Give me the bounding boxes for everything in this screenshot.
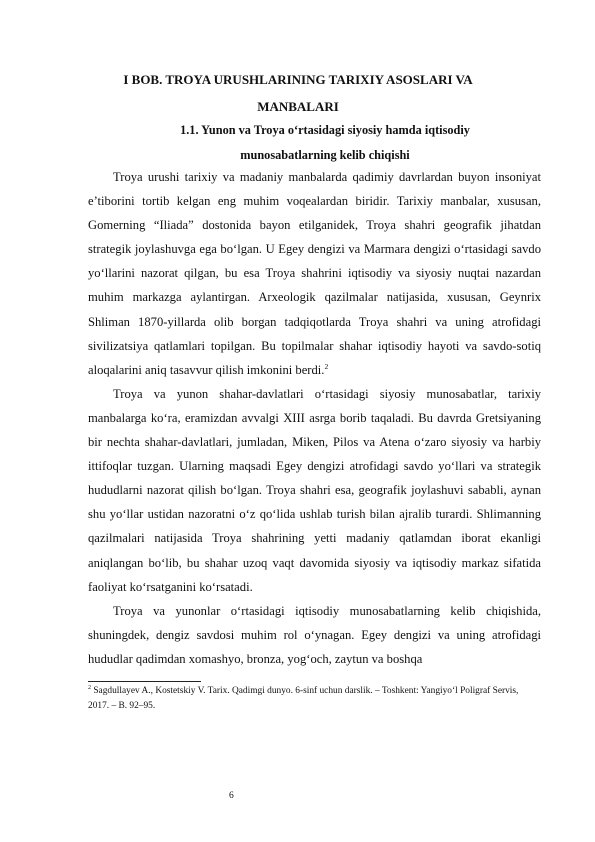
paragraph-text: Troya va yunonlar o‘rtasidagi iqtisodiy munosabatlarning kelib chiqishida, shuningdek, dengiz savdosi muhim rol o‘ynagan. Egey dengizi va uning atrofidagi hududlar qadimdan xomashyo, bronza, yog‘och, zaytun va boshqa xyxy=(88,603,541,666)
page-number: 6 xyxy=(229,791,234,801)
footnote-number: 2 xyxy=(88,684,91,691)
paragraph xyxy=(88,382,541,599)
paragraph xyxy=(88,165,541,382)
section-title: 1.1. Yunon va Troya o‘rtasidagi siyosiy hamda iqtisodiy munosabatlarning kelib chiqishi xyxy=(180,123,470,162)
footnote-reference[interactable]: 2 xyxy=(324,361,329,371)
paragraph-text: Troya va yunon shahar-davlatlari o‘rtasidagi siyosiy munosabatlar, tarixiy manbalarga ko‘ra, eramizdan avvalgi XIII asrga borib taqaladi. Bu davrda Gretsiyaning bir nechta shahar-davlatlari, jumladan, Miken, Pilos va Atena o‘zaro siyosiy va harbiy ittifoqlar tuzgan. Ularning maqsadi Egey dengizi atrofidagi savdo yo‘llari va strategik hududlarni nazorat qilish bo‘lgan. Troya shahri esa, geografik joylashuvi sababli, aynan shu yo‘llar ustidan nazoratni o‘z qo‘lida ushlab turish bilan ajralib turardi. Shlimanning qazilmalari natijasida Troya shahrining yetti madaniy qatlamdan iborat ekanligi aniqlangan bo‘lib, bu shahar uzoq vaqt davomida siyosiy va iqtisodiy markaz sifatida faoliyat ko‘rsatganini ko‘rsatadi. xyxy=(88,386,541,594)
footnote-text: Sagdullayev A., Kostetskiy V. Tarix. Qadimgi dunyo. 6-sinf uchun darslik. – Toshkent: Yangiyo‘l Poligraf Servis, 2017. – B. 92–95. xyxy=(88,686,519,711)
paragraph xyxy=(88,599,541,671)
footnote xyxy=(88,684,538,713)
chapter-title: I BOB. TROYA URUSHLARINING TARIXIY ASOSLARI VA MANBALARI xyxy=(123,72,473,114)
body-text xyxy=(88,165,541,671)
paragraph-text: Troya urushi tarixiy va madaniy manbalarda qadimiy davrlardan buyon insoniyat e’tiborini tortib kelgan eng muhim voqealardan biridir. Tarixiy manbalar, xususan, Gomerning “Iliada” dostonida bayon etilganidek, Troya shahri geografik jihatdan strategik joylashuvga ega bo‘lgan. U Egey dengizi va Marmara dengizi o‘rtasidagi savdo yo‘llarini nazorat qilgan, bu esa Troya shahrini iqtisodiy va siyosiy nuqtai nazardan muhim markazga aylantirgan. Arxeologik qazilmalar natijasida, xususan, Geynrix Shliman 1870-yillarda olib borgan tadqiqotlarda Troya shahri va uning atrofidagi sivilizatsiya qatlamlari topilgan. Bu topilmalar shahar iqtisodiy hayoti va savdo-sotiq aloqalarini aniq tasavvur qilish imkonini berdi. xyxy=(88,170,541,377)
footnote-separator xyxy=(88,681,201,682)
